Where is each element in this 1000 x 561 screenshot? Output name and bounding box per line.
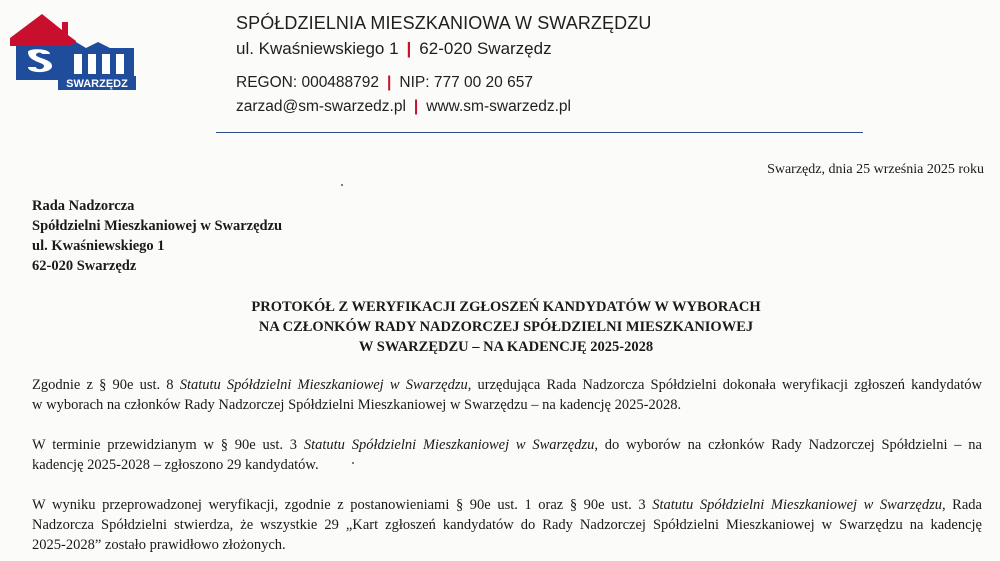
header-divider (216, 132, 863, 133)
paragraph-line (32, 375, 982, 395)
separator: | (413, 98, 419, 115)
recipient-line: Rada Nadzorcza (32, 198, 135, 214)
postal-city: 62-020 Swarzędz (419, 39, 552, 58)
statute-reference: Statutu Spółdzielni Mieszkaniowej w Swarzędzu (179, 377, 468, 393)
text-run: , urzędująca Rada Nadzorcza Spółdzielni dokonała weryfikacji zgłoszeń kandydatów (467, 377, 982, 393)
title-line: PROTOKÓŁ Z WERYFIKACJI ZGŁOSZEŃ KANDYDATÓW W WYBORACH (251, 299, 761, 315)
scan-speck (341, 184, 343, 186)
text-run: , Rada (941, 497, 982, 513)
paragraph-submissions (32, 435, 982, 475)
recipient-line: ul. Kwaśniewskiego 1 (32, 238, 165, 254)
text-run: W wyniku przeprowadzonej weryfikacji, zgodnie z postanowieniami § 90e ust. 1 oraz § 90e ust. 3 (32, 497, 653, 513)
contact-info (236, 98, 571, 116)
paragraph-line: 2025-2028” zostało prawidłowo złożonych. (32, 537, 286, 553)
document-title (0, 297, 1000, 357)
title-line: W SWARZĘDZU – NA KADENCJĘ 2025-2028 (358, 339, 654, 355)
paragraph-line: Nadzorcza Spółdzielni stwierdza, że wszystkie 29 „Kart zgłoszeń kandydatów do Rady Nadzorczej Spółdzielni Mieszkaniowej w Swarzędzu na kadencję (32, 517, 982, 533)
cooperative-logo (6, 8, 138, 92)
paragraph-line (32, 435, 982, 455)
recipient-block (32, 196, 282, 276)
logo-wordmark: SWARZĘDZ (66, 78, 128, 90)
paragraph-line (32, 495, 982, 515)
paragraph-line: w wyborach na członków Rady Nadzorczej Spółdzielni Mieszkaniowej w Swarzędzu – na kadencję 2025-2028. (32, 397, 682, 413)
statute-reference: Statutu Spółdzielni Mieszkaniowej w Swarzędzu (303, 437, 595, 453)
recipient-line: 62-020 Swarzędz (32, 258, 137, 274)
nip-number: NIP: 777 00 20 657 (399, 74, 533, 91)
scan-speck (352, 462, 354, 464)
regon-number: REGON: 000488792 (236, 74, 380, 91)
place-and-date: Swarzędz, dnia 25 września 2025 roku (767, 162, 984, 177)
organization-address (236, 39, 552, 59)
title-line: NA CZŁONKÓW RADY NADZORCZEJ SPÓŁDZIELNI MIESZKANIOWEJ (258, 319, 754, 335)
street-address: ul. Kwaśniewskiego 1 (236, 39, 399, 58)
paragraph-line: kadencję 2025-2028 – zgłoszono 29 kandydatów. (32, 457, 319, 473)
organization-name: SPÓŁDZIELNIA MIESZKANIOWA W SWARZĘDZU (236, 13, 652, 33)
paragraph-conclusion (32, 495, 982, 555)
text-run: W terminie przewidzianym w § 90e ust. 3 (32, 437, 304, 453)
house-logo-icon (6, 8, 138, 92)
text-run: , do wyborów na członków Rady Nadzorczej Spółdzielni – na (594, 437, 982, 453)
separator: | (387, 74, 392, 91)
separator: | (406, 39, 412, 58)
recipient-line: Spółdzielni Mieszkaniowej w Swarzędzu (32, 218, 283, 234)
email-address[interactable]: zarzad@sm-swarzedz.pl (236, 98, 406, 115)
website-link[interactable]: www.sm-swarzedz.pl (426, 98, 571, 115)
paragraph-verification (32, 375, 982, 415)
statute-reference: Statutu Spółdzielni Mieszkaniowej w Swarzędzu (652, 497, 942, 513)
text-run: Zgodnie z § 90e ust. 8 (32, 377, 180, 393)
registry-numbers (236, 74, 533, 92)
